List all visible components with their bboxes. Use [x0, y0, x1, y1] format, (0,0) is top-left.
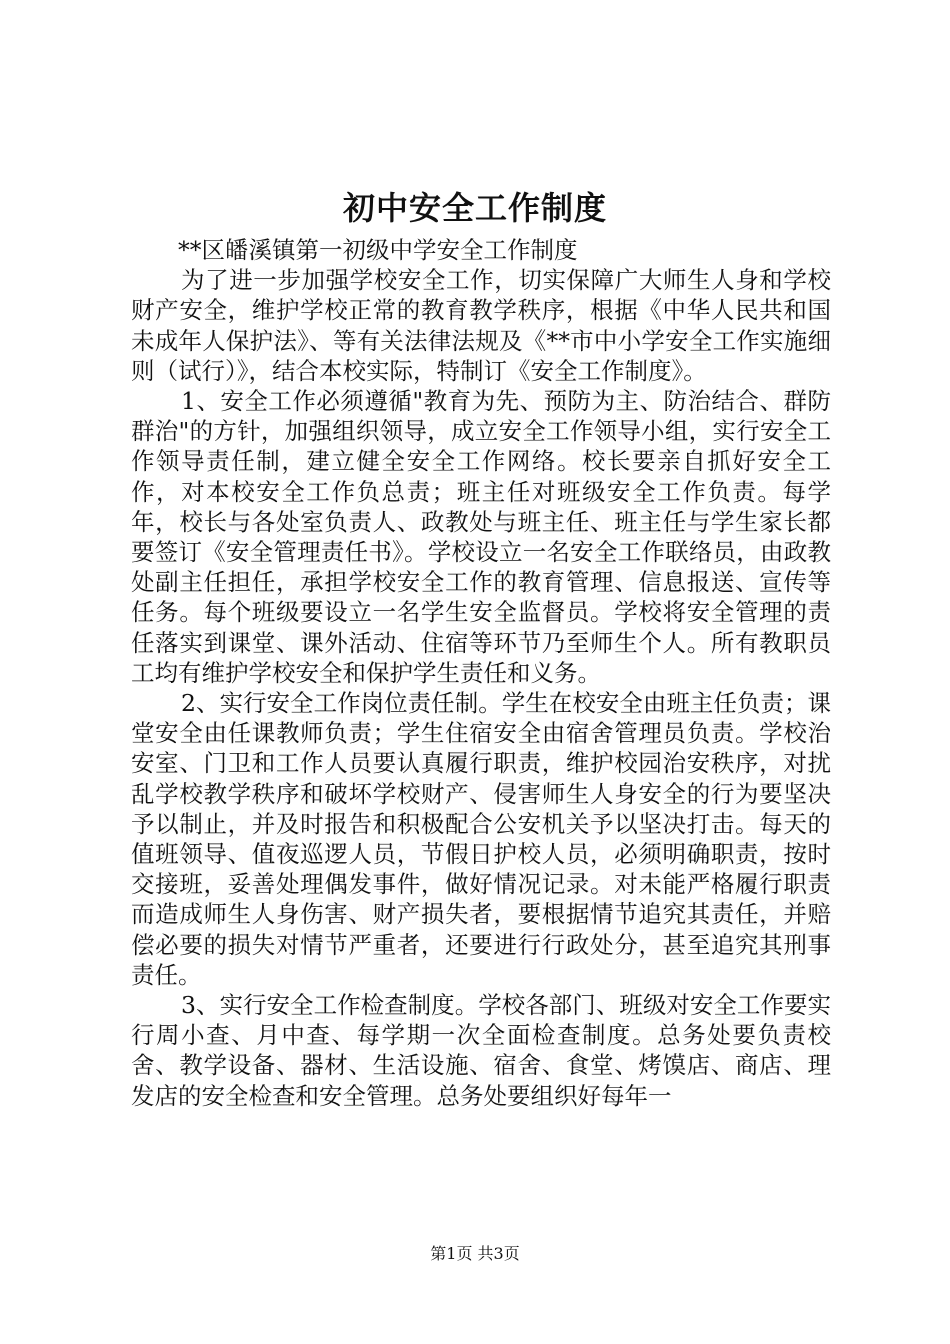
- document-body: [131, 235, 831, 1111]
- paragraph-item-2: 2、实行安全工作岗位责任制。学生在校安全由班主任负责；课堂安全由任课教师负责；学生住宿安全由宿舍管理员负责。学校治安室、门卫和工作人员要认真履行职责，维护校园治安秩序，对扰乱学校教学秩序和破坏学校财产、侵害师生人身安全的行为要坚决予以制止，并及时报告和积极配合公安机关予以坚决打击。每天的值班领导、值夜巡逻人员，节假日护校人员，必须明确职责，按时交接班，妥善处理偶发事件，做好情况记录。对未能严格履行职责而造成师生人身伤害、财产损失者，要根据情节追究其责任，并赔偿必要的损失对情节严重者，还要进行行政处分，甚至追究其刑事责任。: [131, 689, 831, 989]
- document-subtitle: **区皤溪镇第一初级中学安全工作制度: [178, 236, 578, 264]
- paragraph-item-1: 1、安全工作必须遵循"教育为先、预防为主、防治结合、群防群治"的方针，加强组织领导，成立安全工作领导小组，实行安全工作领导责任制，建立健全安全工作网络。校长要亲自抓好安全工作，对本校安全工作负总责；班主任对班级安全工作负责。每学年，校长与各处室负责人、政教处与班主任、班主任与学生家长都要签订《安全管理责任书》。学校设立一名安全工作联络员，由政教处副主任担任，承担学校安全工作的教育管理、信息报送、宣传等任务。每个班级要设立一名学生安全监督员。学校将安全管理的责任落实到课堂、课外活动、住宿等环节乃至师生个人。所有教职员工均有维护学校安全和保护学生责任和义务。: [131, 387, 831, 687]
- document-title: 初中安全工作制度: [342, 189, 607, 227]
- paragraph-item-3: 3、实行安全工作检查制度。学校各部门、班级对安全工作要实行周小查、月中查、每学期一次全面检查制度。总务处要负责校舍、教学设备、器材、生活设施、宿舍、食堂、烤馍店、商店、理发店的安全检查和安全管理。总务处要组织好每年一: [131, 991, 831, 1110]
- page-footer: 第1页 共3页: [430, 1244, 520, 1263]
- paragraph-intro: 为了进一步加强学校安全工作，切实保障广大师生人身和学校财产安全，维护学校正常的教育教学秩序，根据《中华人民共和国未成年人保护法》、等有关法律法规及《**市中小学安全工作实施细则（试行）》，结合本校实际，特制订《安全工作制度》。: [131, 266, 831, 385]
